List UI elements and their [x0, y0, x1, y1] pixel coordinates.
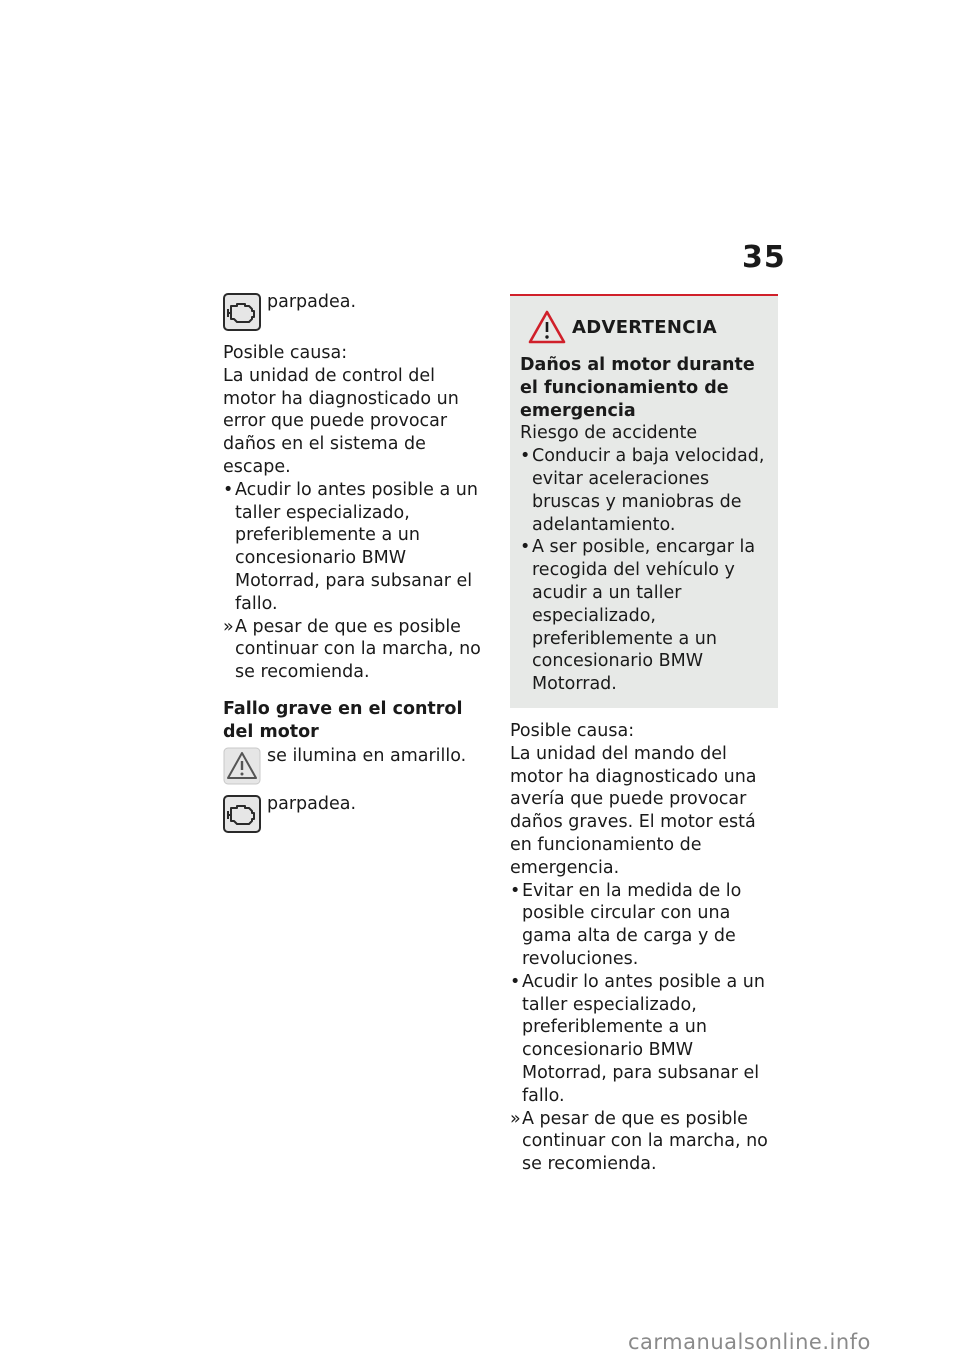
warning-title-row: [520, 310, 768, 350]
engine-blink-text: parpadea.: [267, 292, 357, 312]
section-heading: Fallo grave en el control del motor: [223, 698, 463, 742]
list-item: [520, 445, 768, 536]
bullet-mark: •: [510, 971, 521, 992]
list-item-text: Conducir a baja velocidad, evitar aceleraciones bruscas y maniobras de adelantamiento.: [532, 446, 765, 535]
right-column: [510, 294, 778, 1176]
bullet-mark: •: [510, 880, 521, 901]
warning-title: ADVERTENCIA: [572, 317, 717, 338]
cause-text: La unidad de control del motor ha diagnosticado un error que puede provocar daños en el sistema de escape.: [223, 365, 459, 477]
cause-text-2: La unidad del mando del motor ha diagnosticado una avería que puede provocar daños graves. El motor está en funcionamiento de emergencia.: [510, 743, 757, 878]
engine-check-icon: [223, 795, 261, 840]
engine-blink-row: [223, 290, 485, 330]
warning-subtitle: Riesgo de accidente: [520, 423, 698, 444]
warning-heading: Daños al motor durante el funcionamiento de emergencia: [520, 355, 755, 421]
warning-list: [520, 445, 768, 696]
warning-light-text: se ilumina en amarillo.: [267, 745, 467, 766]
list-item-text: Evitar en la medida de lo posible circular con una gama alta de carga y de revoluciones.: [522, 880, 742, 969]
list-item: [520, 536, 768, 696]
left-column: [223, 290, 485, 832]
cause-label: Posible causa:: [223, 343, 348, 363]
list-item: [510, 1108, 778, 1176]
list-item: [223, 616, 485, 684]
warning-light-row: [223, 744, 485, 784]
result-mark: »: [510, 1108, 521, 1129]
bullet-mark: •: [520, 446, 531, 467]
cause-label-2: Posible causa:: [510, 720, 635, 741]
bullet-mark: •: [520, 537, 531, 558]
engine-check-icon: [223, 293, 261, 338]
list-item-text: A pesar de que es posible continuar con la marcha, no se recomienda.: [235, 616, 481, 683]
list-item: [510, 971, 778, 1108]
warning-triangle-icon: [223, 747, 261, 792]
bullet-mark: •: [223, 479, 234, 500]
warning-triangle-icon: [528, 310, 566, 351]
warning-box: [510, 294, 778, 708]
action-list: [223, 479, 485, 684]
list-item-text: Acudir lo antes posible a un taller especializado, preferiblemente a un concesionario BMW Motorrad, para subsanar el fallo.: [235, 479, 478, 614]
list-item-text: Acudir lo antes posible a un taller especializado, preferiblemente a un concesionario BMW Motorrad, para subsanar el fallo.: [522, 971, 765, 1106]
result-mark: »: [223, 616, 234, 637]
list-item: [510, 880, 778, 971]
list-item: [223, 479, 485, 616]
action-list-2: [510, 880, 778, 1176]
watermark: carmanualsonline.info: [628, 1330, 871, 1354]
page-number: 35: [742, 240, 786, 275]
engine-blink-text-2: parpadea.: [267, 793, 357, 814]
list-item-text: A pesar de que es posible continuar con la marcha, no se recomienda.: [522, 1108, 768, 1175]
engine-blink-row-2: [223, 792, 485, 832]
list-item-text: A ser posible, encargar la recogida del vehículo y acudir a un taller especializado, preferiblemente a un concesionario BMW Motorrad.: [532, 537, 756, 695]
